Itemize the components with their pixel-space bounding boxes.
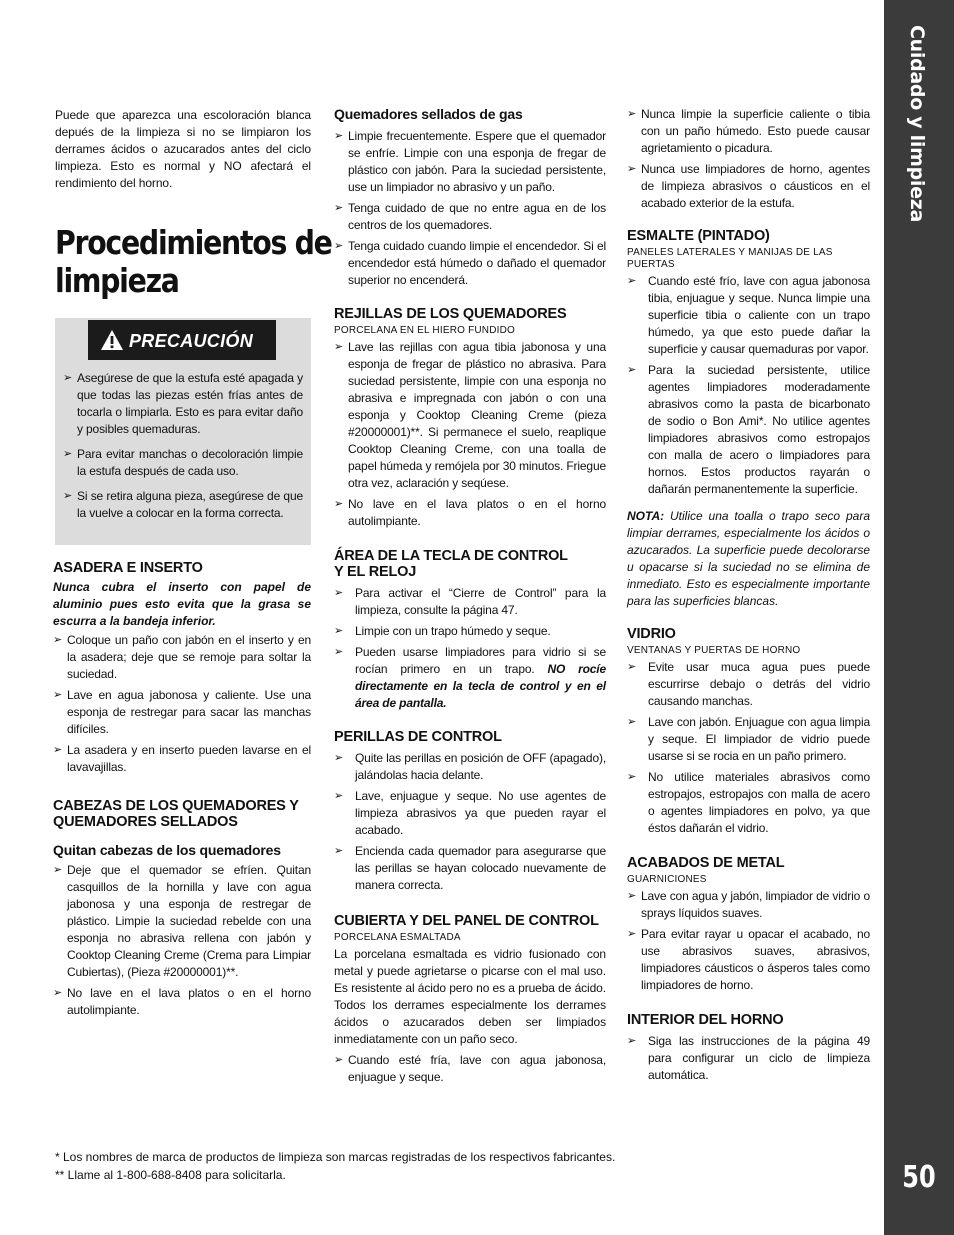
bullet-arrow-icon: ➢ [334,240,344,252]
cubierta-list [334,1052,606,1086]
bullet-arrow-icon: ➢ [627,364,637,376]
footnotes [55,1148,655,1184]
perillas-list [334,750,606,894]
bullet-arrow-icon: ➢ [63,490,73,502]
list-item: ➢ Lave en agua jabonosa y caliente. Use una esponja de restregar para sacar las manchas difíciles. [53,688,311,736]
bullet-arrow-icon: ➢ [334,790,344,802]
list-item: ➢ La asadera y en inserto pueden lavarse en el lavavajillas. [53,743,311,774]
bullet-arrow-icon: ➢ [334,646,344,658]
bullet-arrow-icon: ➢ [334,845,344,857]
bullet-arrow-icon: ➢ [53,864,63,876]
list-item: ➢ Coloque un paño con jabón en el inserto y en la asadera; deje que se remoje para soltar la suciedad. [53,633,311,681]
bullet-arrow-icon: ➢ [627,890,637,902]
section-heading-cabezas: CABEZAS DE LOS QUEMADORES Y QUEMADORES SELLADOS [53,798,299,830]
bullet-arrow-icon: ➢ [334,130,344,142]
warning-icon [100,329,124,351]
list-item: ➢ Si se retira alguna pieza, asegúrese de que la vuelve a colocar en la forma correcta. [63,489,303,520]
list-item: ➢ Lave con jabón. Enjuague con agua limpia y seque. El limpiador de vidrio puede usarse si se rocia en un paño primero. [627,715,870,763]
list-item: ➢ Tenga cuidado cuando limpie el encendedor. Si el encendedor está húmedo o dañado el quemador superior no encenderá. [334,239,606,287]
bullet-arrow-icon: ➢ [627,716,637,728]
metal-material: GUARNICIONES [627,874,707,885]
bullet-arrow-icon: ➢ [334,498,344,510]
vidrio-material: VENTANAS Y PUERTAS DE HORNO [627,645,801,656]
list-item: ➢ Deje que el quemador se efríen. Quitan casquillos de la hornilla y lave con agua jabonosa y una esponja de restregar de plástico. Limpie la suciedad rebelde con una esponja no abrasiva rellena con jabón y Cooktop Cleaning Creme (Crema para Limpiar Cubiertas), (Pieza #20000001)**. [53,863,311,979]
title-line-2: limpieza [55,261,179,300]
column-left-sections [53,560,311,1023]
list-item: ➢ Nunca use limpiadores de horno, agentes de limpieza abrasivos o cáusticos en el acabado exterior de la estufa. [627,162,870,210]
list-item: ➢ Encienda cada quemador para asegurarse que las perillas se hayan colocado nuevamente de manera correcta. [334,844,606,892]
bullet-arrow-icon: ➢ [334,625,344,637]
sellados-list [334,128,606,289]
list-item: ➢ Siga las instrucciones de la página 49 para configurar un ciclo de limpieza automática. [627,1034,870,1082]
cabezas-subheading: Quitan cabezas de los quemadores [53,842,281,858]
list-item: ➢ No lave en el lava platos o en el horno autolimpiante. [334,497,606,528]
bullet-arrow-icon: ➢ [334,341,344,353]
cubierta-cont-list [627,106,870,212]
section-heading-metal: ACABADOS DE METAL [627,855,785,871]
cubierta-material: PORCELANA ESMALTADA [334,932,461,943]
esmalte-list [627,273,870,498]
list-item: ➢ Limpie frecuentemente. Espere que el quemador se enfríe. Limpie con una esponja de fregar de plástico con jabón. Para la suciedad persistente, use un limpiador no abrasivo y un paño. [334,129,606,194]
rejillas-material: PORCELANA EN EL HIERO FUNDIDO [334,325,516,336]
cubierta-paragraph: La porcelana esmaltada es vidrio fusionado con metal y puede agrietarse o picarse con el mal uso. Es resistente al ácido pero no es a prueba de ácido. Todos los derrames especialmente los derrames ácidos o azucarados deben ser limpiados inmediatamente con un paño seco. [334,947,606,1046]
bullet-arrow-icon: ➢ [627,108,637,120]
list-item: ➢ Cuando esté fría, lave con agua jabonosa, enjuague y seque. [334,1053,606,1084]
list-item: ➢ Nunca limpie la superficie caliente o tibia con un paño húmedo. Esto puede causar agrietamiento o picadura. [627,107,870,155]
list-item: ➢ Para activar el “Cierre de Control” para la limpieza, consulte la página 47. [334,586,606,617]
bullet-arrow-icon: ➢ [53,744,63,756]
section-heading-interior: INTERIOR DEL HORNO [627,1012,784,1028]
bullet-arrow-icon: ➢ [63,448,73,460]
list-item: ➢ Lave, enjuague y seque. No use agentes de limpieza abrasivos ya que pueden rayar el acabado. [334,789,606,837]
bullet-arrow-icon: ➢ [334,1054,344,1066]
section-tab-label: Cuidado y limpieza [906,25,928,222]
list-item: ➢ Asegúrese de que la estufa esté apagada y que todas las piezas estén frías antes de tocarla o limpiarla. Esto es para evitar daño y posibles quemaduras. [63,371,303,436]
page-title [55,224,332,300]
bullet-arrow-icon: ➢ [53,634,63,646]
vidrio-list [627,659,870,837]
column-middle [334,106,606,1090]
column-right [627,106,870,1088]
list-item: ➢ No utilice materiales abrasivos como estropajos, estropajos con malla de acero o agentes limpiadores en polvo, ya que éstos dañarán el vidrio. [627,770,870,835]
bullet-arrow-icon: ➢ [334,202,344,214]
bullet-arrow-icon: ➢ [334,752,344,764]
metal-list [627,888,870,994]
esmalte-material: PANELES LATERALES Y MANIJAS DE LAS PUERTAS [627,247,833,270]
list-item: ➢ Evite usar muca agua pues puede escurrirse debajo o detrás del vidrio causando manchas. [627,660,870,708]
list-item: ➢ Pueden usarse limpiadores para vidrio si se rocían primero en un trapo. NO rocíe directamente en la tecla de control y en el área de pantalla. [334,645,606,710]
interior-list [627,1033,870,1084]
list-item: ➢ Para evitar manchas o decoloración limpie la estufa después de cada uso. [63,447,303,478]
caution-label: PRECAUCIÓN [129,331,254,351]
bullet-arrow-icon: ➢ [627,928,637,940]
bullet-arrow-icon: ➢ [627,771,637,783]
caution-header [88,320,276,360]
bullet-arrow-icon: ➢ [53,689,63,701]
bullet-arrow-icon: ➢ [334,587,344,599]
list-item: ➢ Para evitar rayar u opacar el acabado, no use abrasivos suaves, abrasivos, limpiadores cáusticos o ásperos tales como limpiadores de horno. [627,927,870,992]
cabezas-list [53,862,311,1019]
section-heading-perillas: PERILLAS DE CONTROL [334,729,502,745]
bullet-arrow-icon: ➢ [627,275,637,287]
bullet-arrow-icon: ➢ [53,987,63,999]
list-item: ➢ Para la suciedad persistente, utilice agentes limpiadores moderadamente abrasivos como la pasta de bicarbonato de sodio o Bon Ami*. No utilice agentes limpiadores abrasivos como estropajos con malla de acero o limpiadores para hornos. Estos productos rayarán o dañarán permanentemente la superficie. [627,363,870,496]
section-heading-cubierta: CUBIERTA Y DEL PANEL DE CONTROL [334,913,599,929]
esmalte-note: NOTA: Utilice una toalla o trapo seco para limpiar derrames, especialmente los ácidos o azucarados. La superficie puede decolorarse u opacarse si la suciedad no se elimina de inmediato. Esto es especialmente importante para las superficies blancas. [627,509,870,608]
page-number: 50 [902,1160,936,1195]
list-item: ➢ Lave las rejillas con agua tibia jabonosa y una esponja de fregar de plástico no abrasiva. Para suciedad persistente, limpie con una esponja no abrasiva e impregnada con jabón o con una esponja y Cooktop Cleaning Creme (pieza #20000001)**. Si permanece el suelo, reaplique Cooktop Cleaning Creme, con una toalla de papel húmeda y remójela por 30 minutos. Friegue otra vez, aclaración y seqúese. [334,340,606,490]
list-item: ➢ Limpie con un trapo húmedo y seque. [334,624,551,638]
list-item: ➢ Tenga cuidado de que no entre agua en de los centros de los quemadores. [334,201,606,232]
asadera-warning: Nunca cubra el inserto con papel de aluminio pues esto evita que la grasa se escurra a la bandeja inferior. [53,580,311,628]
title-line-1: Procedimientos de [55,223,332,262]
bullet-arrow-icon: ➢ [627,1035,637,1047]
section-heading-esmalte: ESMALTE (PINTADO) [627,228,770,244]
section-heading-vidrio: VIDRIO [627,626,676,642]
bullet-arrow-icon: ➢ [627,163,637,175]
section-heading-sellados: Quemadores sellados de gas [334,106,523,122]
caution-box [55,318,311,545]
asadera-list [53,632,311,776]
footnote: ** Llame al 1-800-688-8408 para solicitarla. [55,1168,286,1182]
section-heading-asadera: ASADERA E INSERTO [53,560,203,576]
bullet-arrow-icon: ➢ [627,661,637,673]
list-item: ➢ No lave en el lava platos o en el horno autolimpiante. [53,986,311,1017]
intro-paragraph: Puede que aparezca una escoloración blanca depués de la limpieza si no se limpiaron los derrames ácidos o azucarados antes del ciclo limpieza. Esto es normal y NO afectará el rendimiento del horno. [55,108,311,190]
section-tab [884,0,954,1235]
caution-list [63,370,303,530]
rejillas-list [334,339,606,530]
list-item: ➢ Lave con agua y jabón, limpiador de vidrio o sprays líquidos suaves. [627,889,870,920]
list-item: ➢ Cuando esté frío, lave con agua jabonosa tibia, enjuague y seque. Nunca limpie una superficie tibia o caliente con un trapo húmedo, ya que esto puede dañar la superficie y causar quemaduras por vapor. [627,274,870,356]
footnote: * Los nombres de marca de productos de limpieza son marcas registradas de los respectivos fabricantes. [55,1150,616,1164]
section-heading-rejillas: REJILLAS DE LOS QUEMADORES [334,306,567,322]
list-item: ➢ Quite las perillas en posición de OFF (apagado), jalándolas hacia delante. [334,751,606,782]
section-heading-tecla: ÁREA DE LA TECLA DE CONTROL Y EL RELOJ [334,548,568,580]
tecla-list [334,585,606,712]
bullet-arrow-icon: ➢ [63,372,73,384]
